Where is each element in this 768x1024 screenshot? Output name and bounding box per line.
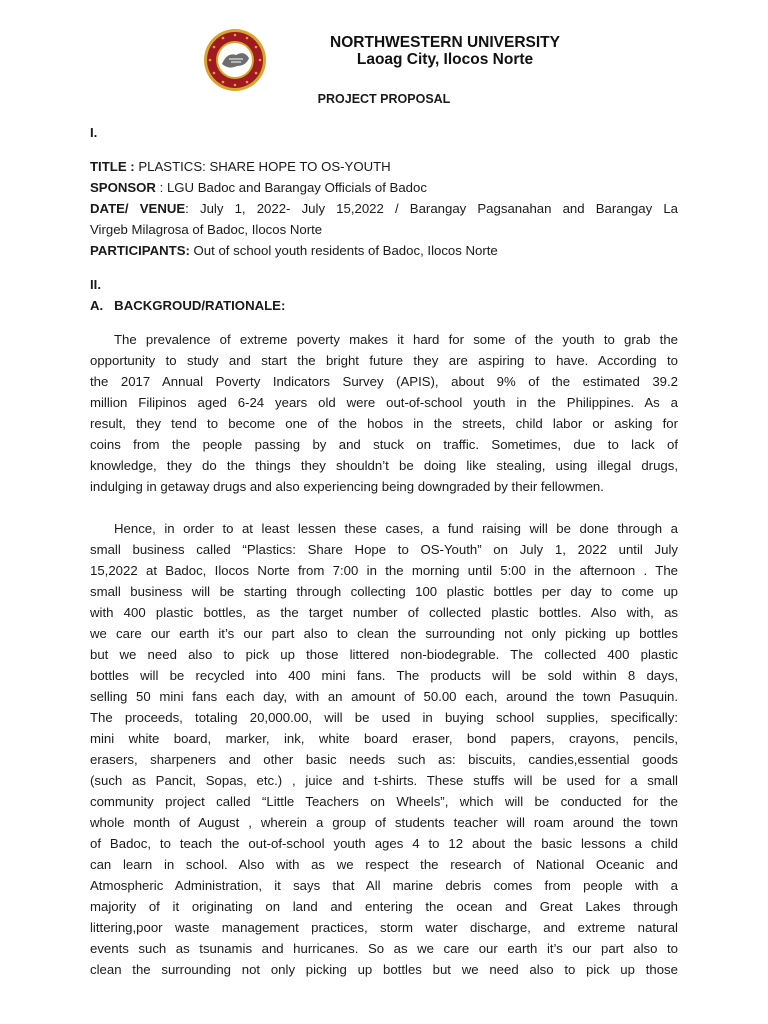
paragraph-line: (such as Pancit, Sopas, etc.) , juice and t-shirts. These stuffs will be used for a small [90,773,678,788]
paragraph-line: we care our earth it’s our part also to clean the surrounding not only picking up bottles [90,626,678,641]
paragraph-line: knowledge, they do the things they shouldn’t be doing like stealing, using illegal drugs, [90,458,678,473]
sponsor-line [90,177,678,198]
paragraph-line: The proceeds, totaling 20,000.00, will be used in buying school supplies, specifically: [90,710,678,725]
paragraph-line: with 400 plastic bottles, as the target number of collected plastic bottles. Also with, as [90,605,678,620]
paragraph-line: erasers, sharpeners and other basic needs such as: biscuits, candies,essential goods [90,752,678,767]
section-2-numeral: II. [90,277,101,292]
sponsor-value: : LGU Badoc and Barangay Officials of Badoc [155,180,427,195]
participants-line [90,240,678,261]
paragraph-line: 15,2022 at Badoc, Ilocos Norte from 7:00 in the morning until 5:00 in the afternoon . The [90,563,678,578]
title-value: PLASTICS: SHARE HOPE TO OS-YOUTH [134,159,391,174]
paragraph-line: indulging in getaway drugs and also experiencing being downgraded by their fellowmen. [90,479,604,494]
paragraph-line: mini white board, marker, ink, white board eraser, bond papers, crayons, pencils, [90,731,678,746]
section-1-numeral: I. [90,125,98,140]
paragraph-line: small business will be starting through collecting 100 plastic bottles per day to come up [90,584,678,599]
paragraph-line: the 2017 Annual Poverty Indicators Survey (APIS), about 9% of the estimated 39.2 [90,374,678,389]
paragraph-line: majority of it originating on land and entering the ocean and Great Lakes through [90,899,678,914]
paragraph-line: of Badoc, to teach the out-of-school youth ages 4 to 12 about the basic lessons a child [90,836,678,851]
paragraph-line: selling 50 mini fans each day, with an amount of 50.00 each, around the town Pasuquin. [90,689,678,704]
paragraph-line: small business called “Plastics: Share Hope to OS-Youth” on July 1, 2022 until July [90,542,678,557]
university-location: Laoag City, Ilocos Norte [356,51,534,68]
rationale-heading: A. BACKGROUD/RATIONALE: [90,298,286,313]
title-label: TITLE : [90,159,135,174]
university-seal-icon [203,28,267,92]
university-name: NORTHWESTERN UNIVERSITY [330,34,560,51]
date-venue-value: : July 1, 2022- July 15,2022 / Barangay Pagsanahan and Barangay La [185,201,678,216]
paragraph-line: opportunity to study and start the bright future they are aspiring to have. According to [90,353,678,368]
paragraph-line: can learn in school. Also with as we respect the research of National Oceanic and [90,857,678,872]
rationale-paragraph-2 [90,518,678,980]
paragraph-line: Atmospheric Administration, it says that All marine debris comes from people with a [90,878,678,893]
paragraph-line: result, they tend to become one of the hobos in the streets, child labor or asking for [90,416,678,431]
paragraph-line: events such as tsunamis and hurricanes. So as we care our earth it’s our part also to [90,941,678,956]
title-line [90,156,678,177]
document-title: PROJECT PROPOSAL [317,92,451,106]
date-venue-label: DATE/ VENUE [90,201,186,216]
paragraph-line: The prevalence of extreme poverty makes it hard for some of the youth to grab the [114,332,678,347]
paragraph-line: community project called “Little Teachers on Wheels”, which will be conducted for the [90,794,678,809]
date-venue-continuation: Virgeb Milagrosa of Badoc, Ilocos Norte [90,222,323,237]
paragraph-line: littering,poor waste management practices, storm water discharge, and extreme natural [90,920,678,935]
paragraph-line: coins from the people passing by and stuck on traffic. Sometimes, due to lack of [90,437,678,452]
paragraph-line: bottles will be recycled into 400 mini fans. The products will be sold within 8 days, [90,668,678,683]
participants-value: Out of school youth residents of Badoc, Ilocos Norte [189,243,498,258]
paragraph-line: million Filipinos aged 6-24 years old were out-of-school youth in the Philippines. As a [90,395,678,410]
paragraph-line: whole month of August , wherein a group of students teacher will roam around the town [90,815,678,830]
participants-label: PARTICIPANTS: [90,243,190,258]
document-body [90,122,678,980]
sponsor-label: SPONSOR [90,180,156,195]
date-venue-line [90,198,678,219]
paragraph-line: Hence, in order to at least lessen these cases, a fund raising will be done through a [114,521,678,536]
paragraph-line: clean the surrounding not only picking up bottles but we need also to pick up those [90,962,678,977]
paragraph-line: but we need also to pick up those littered non-biodegrable. The collected 400 plastic [90,647,678,662]
rationale-paragraph-1 [90,329,678,497]
letterhead [270,34,620,68]
